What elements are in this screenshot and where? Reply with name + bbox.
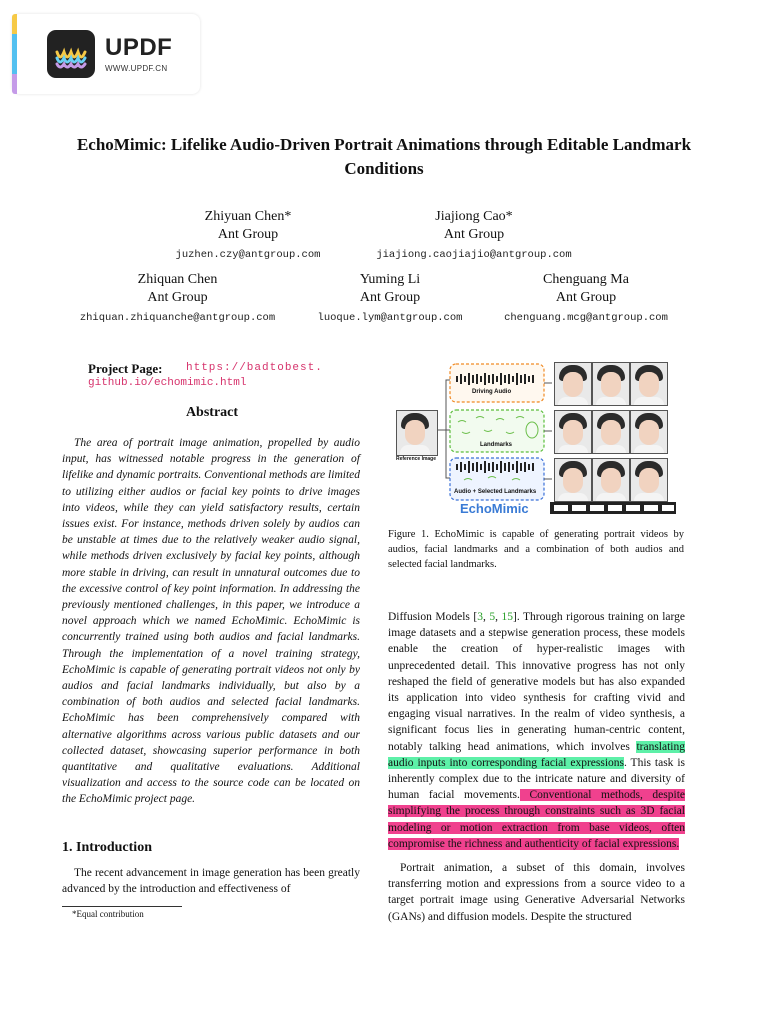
author-block xyxy=(354,208,594,264)
project-page-link[interactable]: https://badtobest. xyxy=(186,362,323,374)
abstract-heading: Abstract xyxy=(185,405,239,420)
output-frame xyxy=(554,458,592,502)
updf-logo-icon xyxy=(47,30,95,78)
footnote: *Equal contribution xyxy=(72,909,144,919)
footnote-rule xyxy=(62,906,182,907)
text-run: , xyxy=(482,611,490,623)
citation-link[interactable]: 15 xyxy=(501,611,513,623)
text-run: Diffusion Models [ xyxy=(388,611,478,623)
output-frame xyxy=(592,410,630,454)
author-email[interactable]: luoque.lym@antgroup.com xyxy=(317,312,463,324)
text-run: . This task is inherently complex due to the intricate nature and diversity of human facial movements. xyxy=(388,756,685,802)
highlight-pink[interactable]: Conventional methods, despite simplifying the process through constraints such as 3D facial modeling or motion extraction from base videos, often compromise the richness and authenticity of facial expressions. xyxy=(388,789,685,850)
author-block xyxy=(60,271,295,327)
author-email[interactable]: chenguang.mcg@antgroup.com xyxy=(504,312,668,324)
project-page-label: Project Page: xyxy=(88,361,163,376)
figure-caption: Figure 1. EchoMimic is capable of generating portrait videos by audios, facial landmarks and a combination of both audios and selected facial landmarks. xyxy=(388,529,684,570)
author-affiliation: Ant Group xyxy=(359,290,421,305)
body-paragraph: Portrait animation, a subset of this domain, involves transferring motion and expressions from a source video to a target portrait image using Generative Adversarial Networks (GANs) and diffusion models. Despite the structured xyxy=(388,862,685,923)
author-email[interactable]: juzhen.czy@antgroup.com xyxy=(175,249,321,261)
author-name: Jiajiong Cao* xyxy=(435,209,513,224)
echomimic-brand: EchoMimic xyxy=(460,501,529,516)
highlight-green[interactable]: translating audio inputs into corresponding facial expressions xyxy=(388,740,685,769)
output-frame xyxy=(592,362,630,406)
author-name: Yuming Li xyxy=(359,272,421,287)
row-label-combined: Audio + Selected Landmarks xyxy=(454,489,537,495)
author-affiliation: Ant Group xyxy=(555,290,617,305)
section-heading: 1. Introduction xyxy=(62,840,152,855)
author-name: Zhiyuan Chen* xyxy=(204,209,292,224)
author-affiliation: Ant Group xyxy=(443,227,505,242)
citation-link[interactable]: 3 xyxy=(477,611,483,623)
author-email[interactable]: zhiquan.zhiquanche@antgroup.com xyxy=(79,312,276,324)
output-frame xyxy=(630,362,668,406)
output-frame xyxy=(554,410,592,454)
author-block xyxy=(290,271,490,327)
paper-title: EchoMimic: Lifelike Audio-Driven Portrait Animations through Editable Landmark Conditions xyxy=(76,135,692,178)
author-name: Chenguang Ma xyxy=(543,272,629,287)
output-frame xyxy=(592,458,630,502)
row-label-audio: Driving Audio xyxy=(472,389,512,395)
author-block xyxy=(490,271,682,327)
output-frame xyxy=(630,458,668,502)
text-run: , xyxy=(495,611,502,623)
author-email[interactable]: jiajiong.caojiajio@antgroup.com xyxy=(376,249,572,261)
abstract-text: The area of portrait image animation, propelled by audio input, has witnessed notable progress in the generation of lifelike and dynamic portraits. Conventional methods are limited to utilizing either audios or facial key points to drive images into videos, while they can yield satisfactory results, certain issues exist. For instance, methods driven solely by audios can be unstable at times due to the relatively weaker audio signal, while methods driven exclusively by facial key points, although more stable in driving, can result in unnatural outcomes due to the excessive control of key point information. In addressing the previously mentioned challenges, in this paper, we introduce a novel approach which we named EchoMimic. EchoMimic is concurrently trained using both audios and facial landmarks. Through the implementation of a novel training strategy, EchoMimic is capable of generating portrait videos not only by audios and facial landmarks individually, but also by a combination of both audios and selected facial landmarks. EchoMimic has been comprehensively compared with alternative algorithms across various public datasets and our collected dataset, showcasing superior performance in both quantitative and qualitative evaluations. Additional visualization and access to the source code can be located on the EchoMimic project page. xyxy=(62,437,360,806)
badge-color-strip xyxy=(12,14,17,94)
output-frame xyxy=(554,362,592,406)
reference-image-label: Reference Image xyxy=(396,456,437,462)
author-block xyxy=(148,208,348,264)
author-name: Zhiquan Chen xyxy=(137,272,218,287)
badge-brand: UPDF xyxy=(105,34,173,61)
intro-text: The recent advancement in image generation has been greatly advanced by the introduction and effectiveness of xyxy=(62,867,360,896)
author-affiliation: Ant Group xyxy=(217,227,279,242)
project-page-link[interactable]: github.io/echomimic.html xyxy=(88,377,247,389)
text-run: ]. Through rigorous training on large image datasets and a stepwise generation process, these models enable the creation of hyper-realistic images with unprecedented detail. This innovative progress has not only reshaped the field of generative models but has also expanded its application into video synthesis for crafting vivid and engaging visual narratives. In the realm of video synthesis, a significant focus lies in generating human-centric content, notably talking head animations, which involves xyxy=(388,611,686,753)
output-frame xyxy=(630,410,668,454)
author-affiliation: Ant Group xyxy=(147,290,208,305)
updf-badge[interactable] xyxy=(12,14,200,94)
citation-link[interactable]: 5 xyxy=(489,611,496,623)
row-label-landmarks: Landmarks xyxy=(480,442,513,448)
badge-url: WWW.UPDF.CN xyxy=(105,64,168,73)
figure-1 xyxy=(392,358,692,518)
body-paragraph xyxy=(388,609,685,852)
